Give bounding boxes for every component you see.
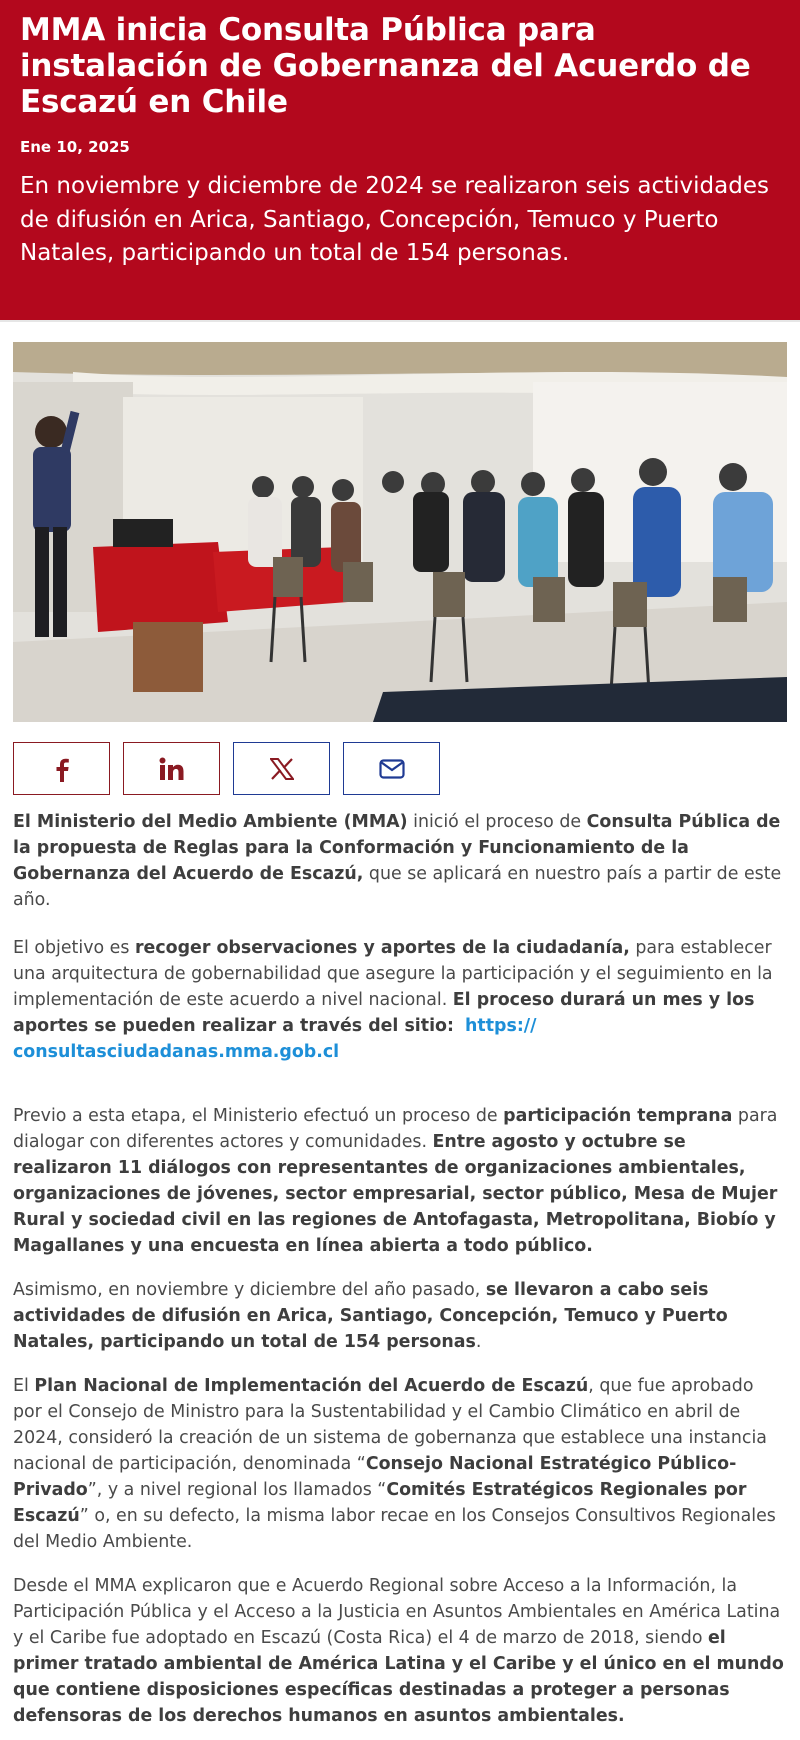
text: , que fue aprobado por el Consejo de Ministro para la Sustentabilidad y el Cambio Climático en abril de 2024, consideró la creación de un sistema de gobernanza que establece una instancia nacional de participación, denominada “ xyxy=(13,1376,767,1474)
paragraph-6 xyxy=(13,1573,787,1729)
article-title: MMA inicia Consulta Pública para instalación de Gobernanza del Acuerdo de Escazú en Chile xyxy=(20,12,751,120)
bold-text: El Ministerio del Medio Ambiente (MMA) xyxy=(13,812,408,832)
bold-text: El proceso durará un mes y los aportes se pueden realizar a través del sitio: xyxy=(13,990,755,1036)
share-facebook-button[interactable] xyxy=(13,742,110,795)
seminar-photo-illustration xyxy=(13,342,787,722)
email-icon xyxy=(379,759,405,779)
paragraph-1 xyxy=(13,809,787,913)
facebook-icon xyxy=(51,756,73,782)
text: El objetivo es xyxy=(13,938,135,958)
paragraph-3 xyxy=(13,1103,787,1259)
bold-text: recoger observaciones y aportes de la ciudadanía, xyxy=(134,938,630,958)
linkedin-icon xyxy=(159,757,185,781)
text: para dialogar con diferentes actores y comunidades. xyxy=(13,1106,778,1152)
text: Asimismo, en noviembre y diciembre del año pasado, xyxy=(13,1280,486,1300)
text: para establecer una arquitectura de gobernabilidad que asegure la participación y el seguimiento en la implementación de este acuerdo a nivel nacional. xyxy=(13,938,773,1010)
paragraph-2 xyxy=(13,935,787,1065)
text: ”, y a nivel regional los llamados “ xyxy=(87,1480,387,1500)
bold-text: se llevaron a cabo seis actividades de difusión en Arica, Santiago, Concepción, Temuco y Puerto Natales, participando un total de 154 personas xyxy=(13,1280,728,1352)
share-email-button[interactable] xyxy=(343,742,440,795)
share-linkedin-button[interactable] xyxy=(123,742,220,795)
article-lede: En noviembre y diciembre de 2024 se realizaron seis actividades de difusión en Arica, Santiago, Concepción, Temuco y Puerto Natales, participando un total de 154 personas. xyxy=(20,173,769,266)
consulta-link[interactable]: https:// consultasciudadanas.mma.gob.cl xyxy=(13,1016,537,1062)
bold-text: Consejo Nacional Estratégico Público-Privado xyxy=(13,1454,737,1500)
text: Desde el MMA explicaron que e Acuerdo Regional sobre Acceso a la Información, la Participación Pública y el Acceso a la Justicia en Asuntos Ambientales en América Latina y el Caribe fue adoptado en Escazú (Costa Rica) el 4 de marzo de 2018, siendo xyxy=(13,1576,781,1648)
bold-text: participación temprana xyxy=(503,1106,733,1126)
text: Previo a esta etapa, el Ministerio efectuó un proceso de xyxy=(13,1106,504,1126)
paragraph-4 xyxy=(13,1277,787,1355)
publish-date: Ene 10, 2025 xyxy=(20,138,130,156)
bold-text: el primer tratado ambiental de América Latina y el Caribe y el único en el mundo que contiene disposiciones específicas destinadas a proteger a personas defensoras de los derechos humanos en asuntos ambientales. xyxy=(13,1628,784,1726)
text: El xyxy=(13,1376,35,1396)
bold-text: Entre agosto y octubre se realizaron 11 diálogos con representantes de organizaciones ambientales, organizaciones de jóvenes, sector empresarial, sector público, Mesa de Mujer Rural y sociedad civil en las regiones de Antofagasta, Metropolitana, Biobío y Magallanes y una encuesta en línea abierta a todo público. xyxy=(13,1132,778,1256)
bold-text: Plan Nacional de Implementación del Acuerdo de Escazú xyxy=(34,1376,589,1396)
x-icon xyxy=(270,758,294,780)
text: ” o, en su defecto, la misma labor recae en los Consejos Consultivos Regionales del Medio Ambiente. xyxy=(13,1506,776,1552)
paragraph-5 xyxy=(13,1373,787,1555)
article-body xyxy=(0,795,800,1729)
text: que se aplicará en nuestro país a partir de este año. xyxy=(13,864,782,910)
text: inició el proceso de xyxy=(407,812,587,832)
bold-text: Consulta Pública de la propuesta de Reglas para la Conformación y Funcionamiento de la Gobernanza del Acuerdo de Escazú, xyxy=(13,812,781,884)
share-bar xyxy=(13,742,787,795)
text: . xyxy=(475,1332,482,1352)
article-photo xyxy=(13,342,787,722)
article-header xyxy=(0,0,800,322)
bold-text: Comités Estratégicos Regionales por Escazú xyxy=(13,1480,747,1526)
share-x-button[interactable] xyxy=(233,742,330,795)
